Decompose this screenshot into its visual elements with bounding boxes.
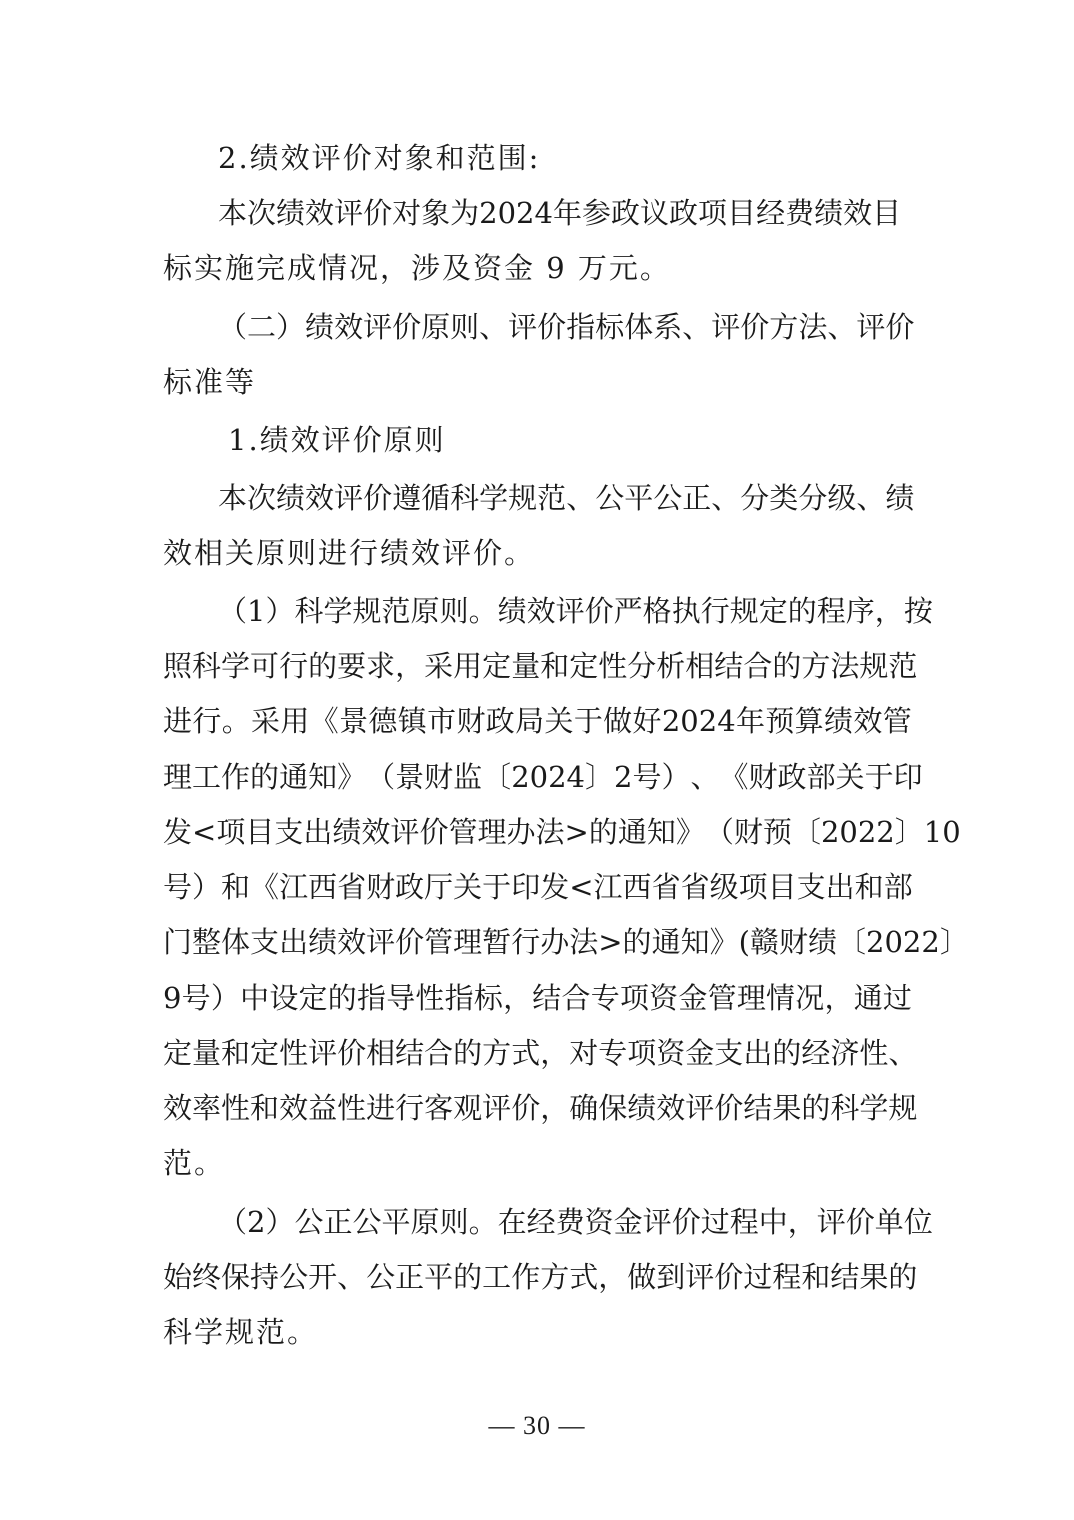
- text-line: 科学规范。: [163, 1315, 319, 1349]
- text-line: （ 1 ） 科 学 规 范 原 则 。 绩 效 评 价 严 格 执 行 规 定 的 程 序 ， 按: [218, 594, 933, 628]
- text-line: 发 < 项 目 支 出 绩 效 评 价 管 理 办 法 > 的 通 知 》 （ 财 预 〔 2022 〕 10: [163, 815, 961, 849]
- text-line: 效相关原则进行绩效评价。: [163, 536, 536, 570]
- text-line: 号 ） 和 《 江 西 省 财 政 厅 关 于 印 发 < 江 西 省 省 级 项 目 支 出 和 部: [163, 870, 913, 904]
- text-line: 范。: [163, 1146, 226, 1180]
- text-line: 理 工 作 的 通 知 》 （ 景 财 监 〔 2024 〕 2 号 ） 、 《 财 政 部 关 于 印: [163, 760, 923, 794]
- text-line: 本 次 绩 效 评 价 对 象 为 2024 年 参 政 议 政 项 目 经 费 绩 效 目: [218, 196, 902, 230]
- text-line: 2.绩效评价对象和范围:: [218, 141, 541, 175]
- text-line: 门 整 体 支 出 绩 效 评 价 管 理 暂 行 办 法 > 的 通 知 》 ( 赣 财 绩 〔 2022 〕: [163, 925, 969, 959]
- text-line: 9 号 ） 中 设 定 的 指 导 性 指 标 ， 结 合 专 项 资 金 管 理 情 况 ， 通 过: [163, 981, 912, 1015]
- page-number: — 30 —: [488, 1411, 586, 1440]
- text-line: 始 终 保 持 公 开 、 公 正 平 的 工 作 方 式 ， 做 到 评 价 过 程 和 结 果 的: [163, 1260, 918, 1294]
- text-line: 照 科 学 可 行 的 要 求 ， 采 用 定 量 和 定 性 分 析 相 结 合 的 方 法 规 范: [163, 649, 918, 683]
- text-line: 进 行 。 采 用 《 景 德 镇 市 财 政 局 关 于 做 好 2024 年 预 算 绩 效 管: [163, 704, 912, 738]
- text-line: 1.绩效评价原则: [228, 423, 446, 457]
- text-line: （ 2 ） 公 正 公 平 原 则 。 在 经 费 资 金 评 价 过 程 中 ， 评 价 单 位: [218, 1205, 933, 1239]
- text-line: 标实施完成情况，涉及资金 9 万元。: [163, 251, 671, 285]
- text-line: 效 率 性 和 效 益 性 进 行 客 观 评 价 ， 确 保 绩 效 评 价 结 果 的 科 学 规: [163, 1091, 918, 1125]
- text-line: 本 次 绩 效 评 价 遵 循 科 学 规 范 、 公 平 公 正 、 分 类 分 级 、 绩: [218, 481, 915, 515]
- text-line: 标准等: [163, 365, 257, 399]
- text-line: 定 量 和 定 性 评 价 相 结 合 的 方 式 ， 对 专 项 资 金 支 出 的 经 济 性 、: [163, 1036, 918, 1070]
- text-line: （ 二 ） 绩 效 评 价 原 则 、 评 价 指 标 体 系 、 评 价 方 法 、 评 价: [218, 310, 915, 344]
